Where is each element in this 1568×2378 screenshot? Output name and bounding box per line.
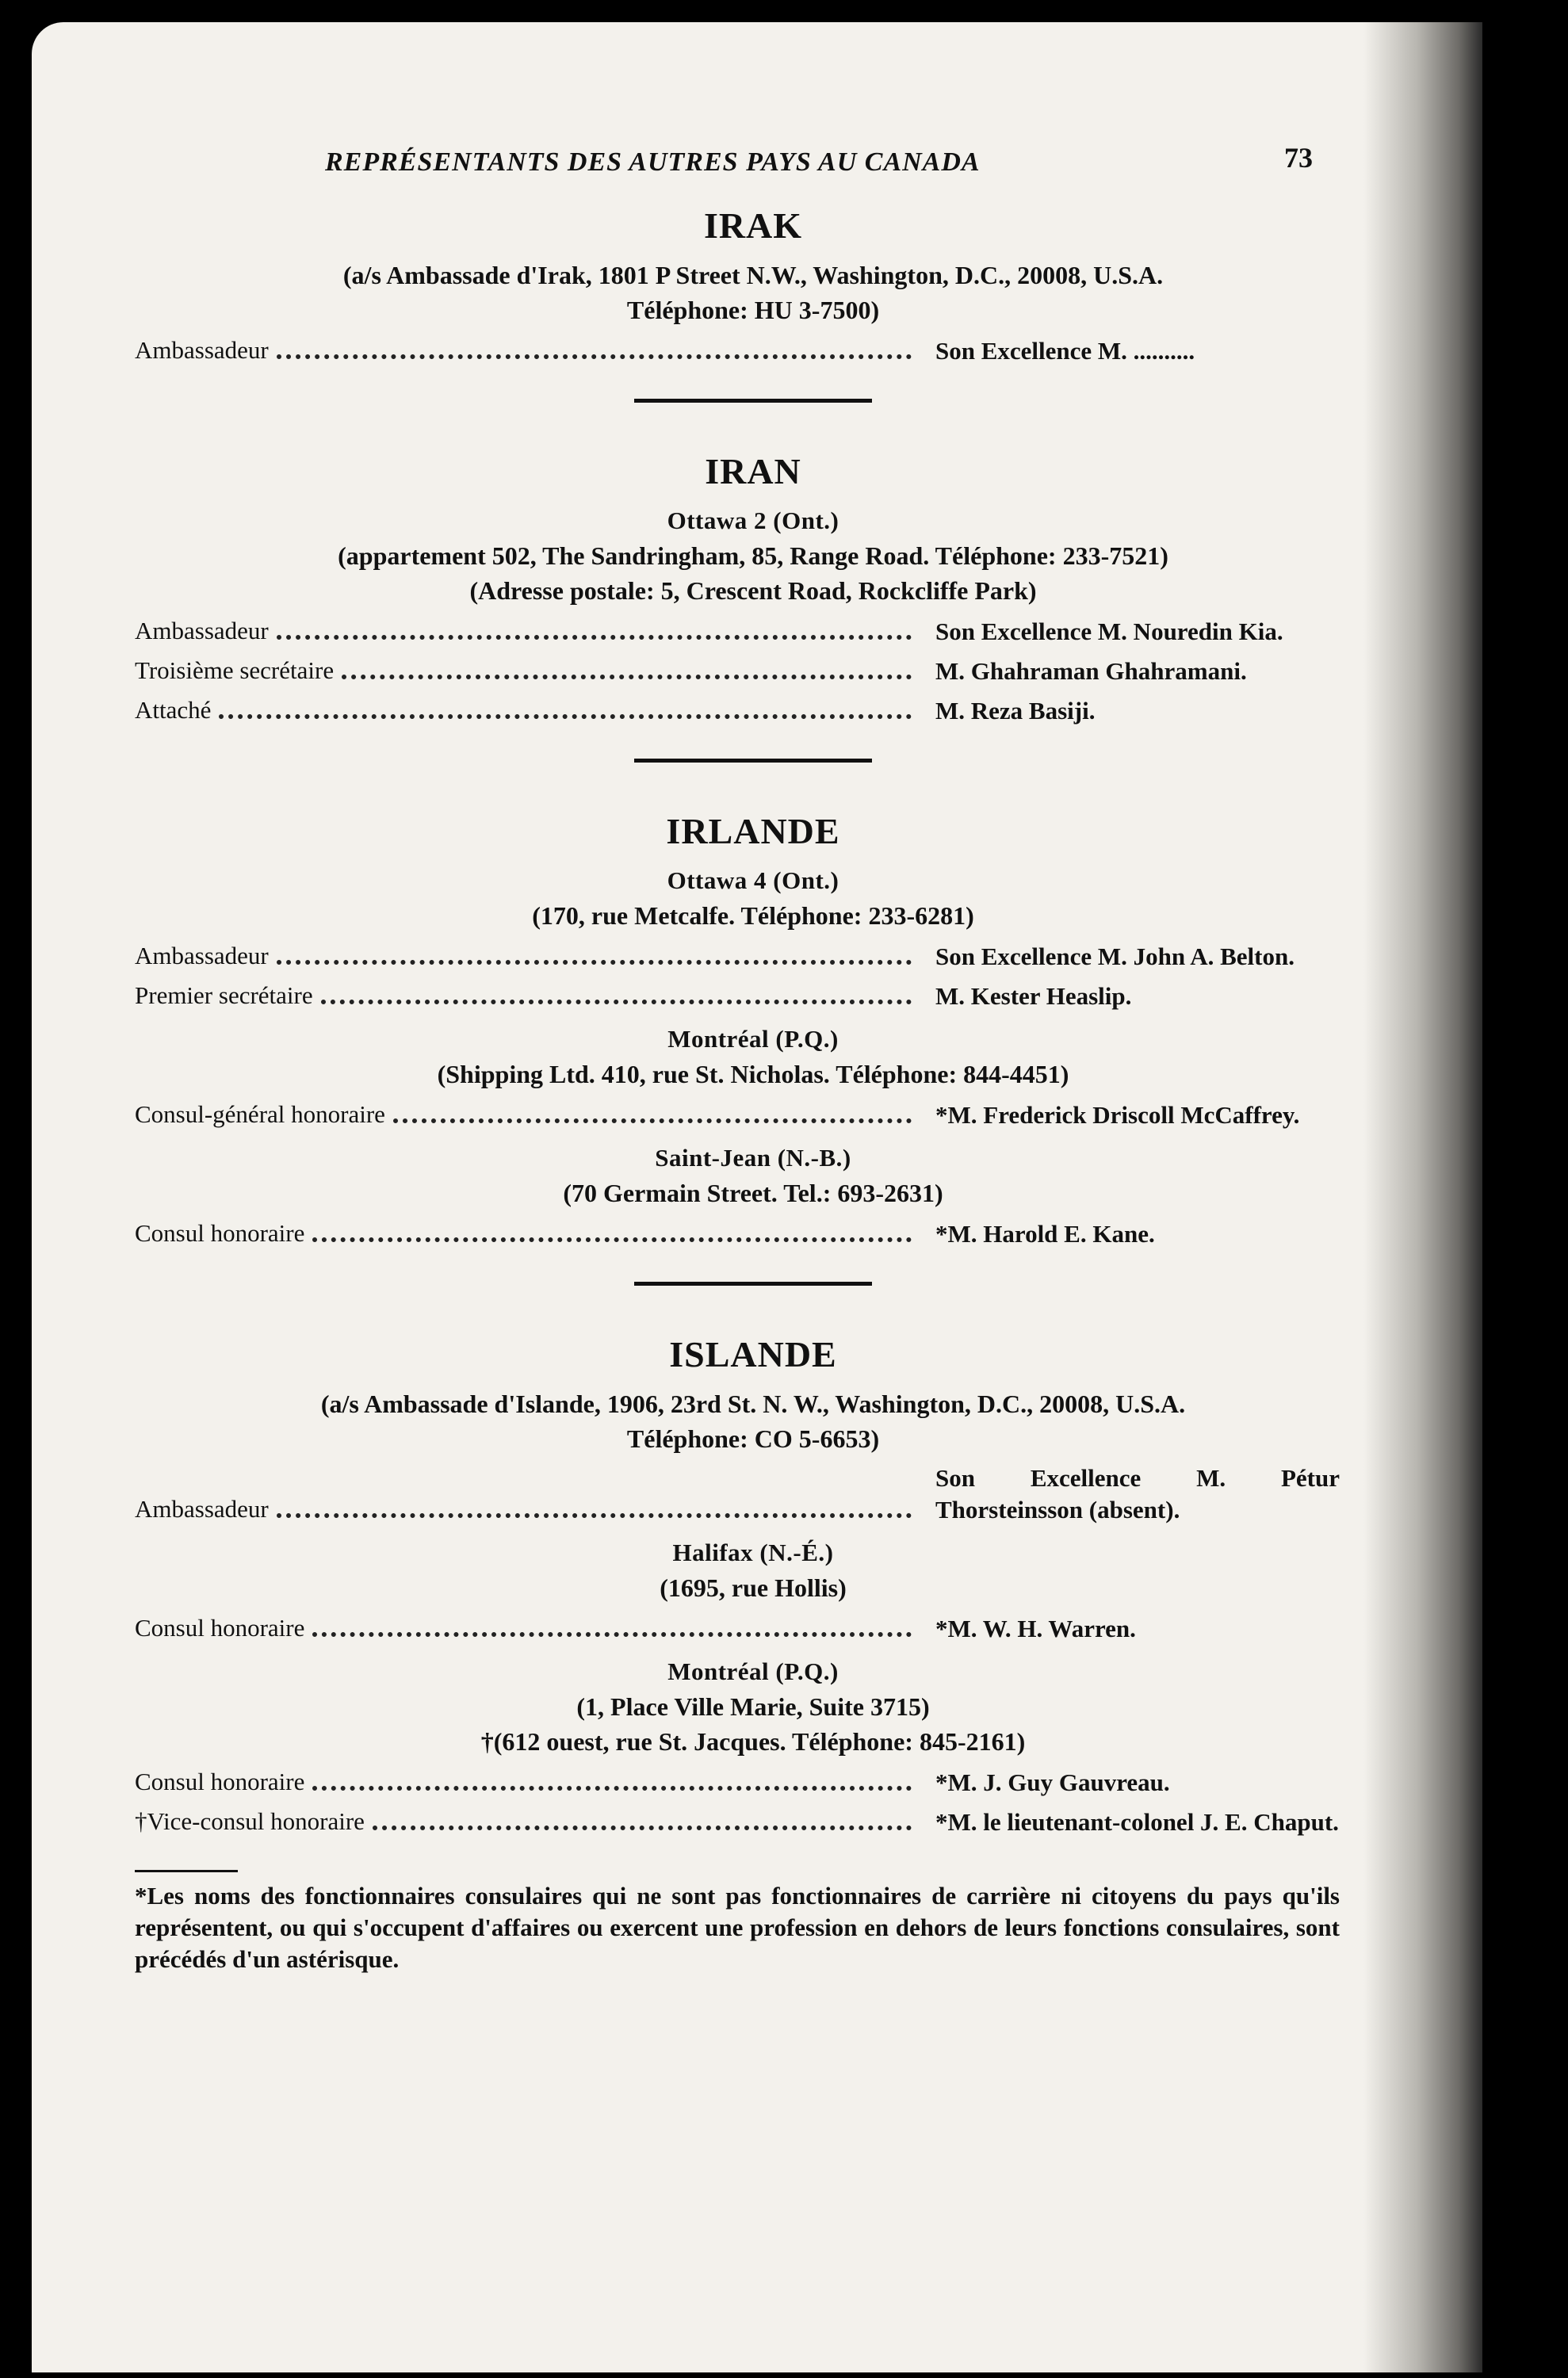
staff-entry	[135, 939, 1371, 973]
leader-dots	[321, 1000, 912, 1004]
address-line: (1695, rue Hollis)	[660, 1573, 847, 1602]
staff-entry	[135, 654, 1371, 687]
leader-dots	[312, 1786, 912, 1791]
staff-entry	[135, 979, 1371, 1012]
position-label: Consul-général honoraire	[135, 1100, 385, 1128]
page-number: 73	[1284, 142, 1313, 174]
city-heading: Ottawa 2 (Ont.)	[667, 507, 839, 534]
section-divider	[634, 1282, 872, 1286]
section-iran	[135, 450, 1371, 727]
staff-entry	[135, 1805, 1371, 1838]
staff-entry	[135, 1462, 1371, 1526]
staff-name: *M. Frederick Driscoll McCaffrey.	[935, 1101, 1300, 1129]
footnote-rule	[135, 1870, 238, 1872]
section-divider	[634, 759, 872, 763]
position-label: Consul honoraire	[135, 1614, 305, 1642]
leader-dots	[373, 1826, 912, 1830]
staff-entry	[135, 614, 1371, 648]
staff-name: *M. le lieutenant-colonel J. E. Chaput.	[935, 1808, 1339, 1836]
position-label: Troisième secrétaire	[135, 656, 335, 684]
city-heading: Saint-Jean (N.-B.)	[655, 1144, 851, 1172]
country-heading: IRAK	[703, 205, 803, 246]
city-heading: Ottawa 4 (Ont.)	[667, 866, 839, 894]
position-label: Ambassadeur	[135, 617, 269, 644]
address-line: (70 Germain Street. Tel.: 693-2631)	[563, 1179, 943, 1207]
address-line: (170, rue Metcalfe. Téléphone: 233-6281)	[532, 901, 974, 930]
leader-dots	[312, 1237, 912, 1242]
position-label: Ambassadeur	[135, 336, 269, 364]
leader-dots	[277, 960, 912, 965]
staff-name: *M. J. Guy Gauvreau.	[935, 1768, 1170, 1796]
staff-name: Son Excellence M. John A. Belton.	[935, 942, 1295, 970]
country-heading: ISLANDE	[669, 1334, 837, 1374]
staff-entry	[135, 1098, 1371, 1131]
staff-name: Son Excellence M. Nouredin Kia.	[935, 617, 1283, 645]
address-line: (Adresse postale: 5, Crescent Road, Rockcliffe Park)	[469, 576, 1037, 605]
staff-entry	[135, 1217, 1371, 1250]
section-irlande	[135, 810, 1371, 1250]
position-label: †Vice-consul honoraire	[135, 1807, 365, 1835]
staff-name: M. Reza Basiji.	[935, 697, 1096, 724]
address-line: (Shipping Ltd. 410, rue St. Nicholas. Téléphone: 844-4451)	[437, 1060, 1069, 1088]
position-label: Consul honoraire	[135, 1768, 305, 1795]
position-label: Attaché	[135, 696, 212, 724]
footnote: *Les noms des fonctionnaires consulaires qui ne sont pas fonctionnaires de carrière ni citoyens du pays qu'ils représentent, ou qui s'occupent d'affaires ou exercent une profession en dehors de leurs fonctions consulaires, sont précédés d'un astérisque.	[135, 1882, 1340, 1973]
staff-entry	[135, 694, 1371, 727]
staff-name: M. Ghahraman Ghahramani.	[935, 657, 1247, 685]
page-edge-shadow	[1363, 22, 1482, 2372]
staff-entry	[135, 1765, 1371, 1799]
staff-entry	[135, 334, 1371, 367]
address-line: Téléphone: HU 3-7500)	[626, 296, 880, 324]
city-heading: Montréal (P.Q.)	[667, 1657, 839, 1685]
country-heading: IRAN	[705, 451, 801, 491]
position-label: Ambassadeur	[135, 942, 269, 969]
book-page	[32, 22, 1482, 2372]
country-heading: IRLANDE	[666, 811, 840, 851]
leader-dots	[393, 1118, 912, 1123]
staff-name: Son Excellence M. Pétur Thorsteinsson (absent).	[935, 1464, 1340, 1524]
city-heading: Halifax (N.-É.)	[672, 1539, 834, 1566]
staff-name: *M. W. H. Warren.	[935, 1615, 1136, 1642]
address-line: (1, Place Ville Marie, Suite 3715)	[576, 1692, 930, 1721]
section-divider	[634, 399, 872, 403]
section-islande	[135, 1333, 1371, 1838]
page-content	[135, 205, 1371, 1975]
position-label: Premier secrétaire	[135, 981, 313, 1009]
leader-dots	[277, 354, 912, 359]
position-label: Ambassadeur	[135, 1495, 269, 1523]
address-line: Téléphone: CO 5-6653)	[626, 1424, 880, 1453]
leader-dots	[312, 1632, 912, 1637]
staff-entry	[135, 1611, 1371, 1645]
staff-name: *M. Harold E. Kane.	[935, 1220, 1155, 1248]
staff-name: Son Excellence M. ..........	[935, 337, 1195, 365]
city-heading: Montréal (P.Q.)	[667, 1025, 839, 1053]
address-line: (a/s Ambassade d'Islande, 1906, 23rd St. N. W., Washington, D.C., 20008, U.S.A.	[320, 1390, 1186, 1418]
leader-dots	[219, 714, 912, 719]
address-line: (appartement 502, The Sandringham, 85, Range Road. Téléphone: 233-7521)	[338, 541, 1168, 570]
leader-dots	[342, 675, 912, 679]
leader-dots	[277, 635, 912, 640]
section-irak	[135, 205, 1371, 367]
address-line: (a/s Ambassade d'Irak, 1801 P Street N.W., Washington, D.C., 20008, U.S.A.	[342, 261, 1164, 289]
leader-dots	[277, 1513, 912, 1518]
address-line: †(612 ouest, rue St. Jacques. Téléphone: 845-2161)	[480, 1727, 1026, 1756]
staff-name: M. Kester Heaslip.	[935, 982, 1132, 1010]
running-head: REPRÉSENTANTS DES AUTRES PAYS AU CANADA	[325, 147, 981, 177]
position-label: Consul honoraire	[135, 1219, 305, 1247]
